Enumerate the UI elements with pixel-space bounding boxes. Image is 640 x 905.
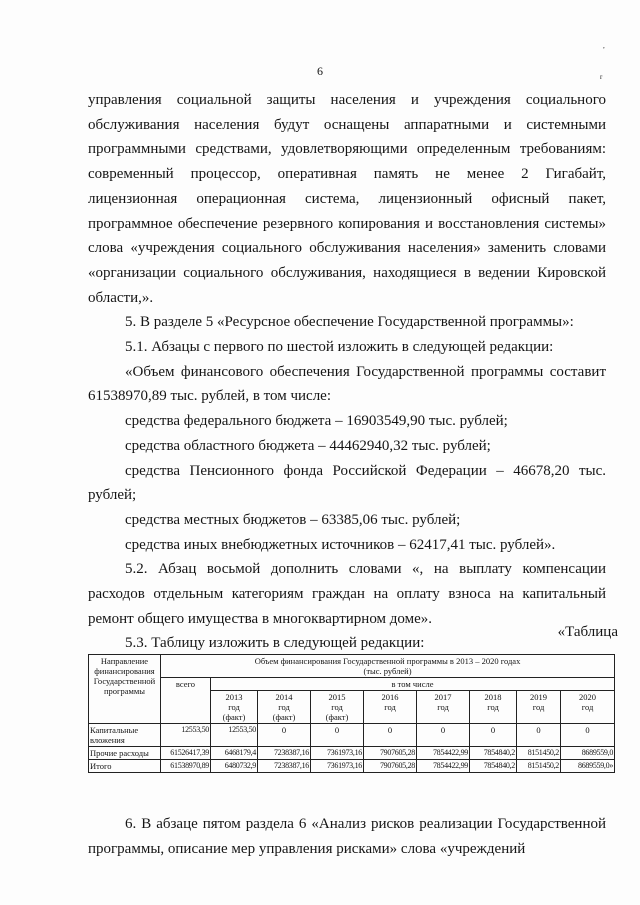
- year-header: 2017 год: [417, 691, 470, 724]
- row-label: Капитальные вложения: [89, 724, 161, 747]
- year-header: 2014 год (факт): [258, 691, 311, 724]
- financing-table: [88, 654, 615, 773]
- table-row: [89, 724, 615, 747]
- cell: 7238387,16: [258, 760, 311, 773]
- paragraph: 5.3. Таблицу изложить в следующей редакции:: [125, 635, 425, 652]
- row-label: Прочие расходы: [89, 747, 161, 760]
- cell: 0: [311, 724, 364, 747]
- cell: 8689559,0: [561, 747, 615, 760]
- cell: 7854422,99: [417, 760, 470, 773]
- cell: 12553,50: [161, 724, 211, 747]
- cell: 7907605,28: [364, 747, 417, 760]
- table-row: [89, 760, 615, 773]
- cell: 7854840,2: [470, 760, 517, 773]
- cell: 8689559,0»: [561, 760, 615, 773]
- cell: 7907605,28: [364, 760, 417, 773]
- paragraph: управления социальной защиты населения и учреждения социального обслуживания населения будут оснащены аппаратными и системными программными средствами, удовлетворяющими определенным требованиям: современный процессор, оперативная память не менее 2 Гигабайт, лицензионная операционная система, лицензионный офисный пакет, программное обеспечение резервного копирования и восстановления системы» слова «учреждения социального обслуживания населения» заменить словами «организации социального обслуживания, находящиеся в ведении Кировской области,».: [88, 92, 606, 306]
- year-header: 2015 год (факт): [311, 691, 364, 724]
- total-header: всего: [161, 678, 211, 724]
- cell: 7361973,16: [311, 760, 364, 773]
- cell: 0: [417, 724, 470, 747]
- cell: 7854422,99: [417, 747, 470, 760]
- year-header: 2020 год: [561, 691, 615, 724]
- page-number: 6: [317, 64, 323, 78]
- table-caption: «Таблица: [557, 624, 618, 640]
- paragraph: «Объем финансового обеспечения Государственной программы составит 61538970,89 тыс. рублей, в том числе:: [88, 363, 606, 405]
- year-header: 2018 год: [470, 691, 517, 724]
- paragraph: средства федерального бюджета – 16903549,90 тыс. рублей;: [125, 413, 508, 430]
- cell: 8151450,2: [517, 760, 561, 773]
- row-label: Итого: [89, 760, 161, 773]
- cell: 6480732,9: [211, 760, 258, 773]
- year-header: 2019 год: [517, 691, 561, 724]
- year-header: 2013 год (факт): [211, 691, 258, 724]
- table-row: [89, 747, 615, 760]
- paragraph: 5. В разделе 5 «Ресурсное обеспечение Государственной программы»:: [125, 314, 574, 331]
- cell: 7238387,16: [258, 747, 311, 760]
- cell: 7361973,16: [311, 747, 364, 760]
- cell: 0: [364, 724, 417, 747]
- direction-header: Направление финансирования Государственной программы: [89, 655, 161, 724]
- cell: 0: [258, 724, 311, 747]
- paragraph: средства Пенсионного фонда Российской Федерации – 46678,20 тыс. рублей;: [88, 462, 606, 504]
- cell: 61538970,89: [161, 760, 211, 773]
- paragraph: средства областного бюджета – 44462940,32 тыс. рублей;: [125, 437, 491, 454]
- paragraph: средства местных бюджетов – 63385,06 тыс. рублей;: [125, 511, 461, 528]
- cell: 0: [561, 724, 615, 747]
- cell: 0: [470, 724, 517, 747]
- volume-unit: (тыс. рублей): [363, 666, 412, 676]
- paragraph: средства иных внебюджетных источников – 62417,41 тыс. рублей».: [125, 536, 556, 553]
- scan-mark: r: [600, 73, 603, 81]
- document-body-continued: [88, 812, 606, 861]
- paragraph: 5.2. Абзац восьмой дополнить словами «, на выплату компенсации расходов отдельным категориям граждан на оплату взноса на капитальный ремонт общего имущества в многоквартирном доме».: [88, 561, 606, 627]
- document-body: [88, 88, 606, 656]
- year-header: 2016 год: [364, 691, 417, 724]
- paragraph: 5.1. Абзацы с первого по шестой изложить в следующей редакции:: [125, 339, 554, 356]
- cell: 7854840,2: [470, 747, 517, 760]
- cell: 12553,50: [211, 724, 258, 747]
- volume-title: Объем финансирования Государственной программы в 2013 – 2020 годах: [254, 656, 521, 666]
- scan-mark: ,: [603, 42, 605, 50]
- paragraph: 6. В абзаце пятом раздела 6 «Анализ рисков реализации Государственной программы, описание мер управления рисками» слова «учреждений: [88, 816, 606, 857]
- cell: 8151450,2: [517, 747, 561, 760]
- cell: 61526417,39: [161, 747, 211, 760]
- cell: 6468179,4: [211, 747, 258, 760]
- cell: 0: [517, 724, 561, 747]
- volume-header: [161, 655, 615, 678]
- including-header: в том числе: [211, 678, 615, 691]
